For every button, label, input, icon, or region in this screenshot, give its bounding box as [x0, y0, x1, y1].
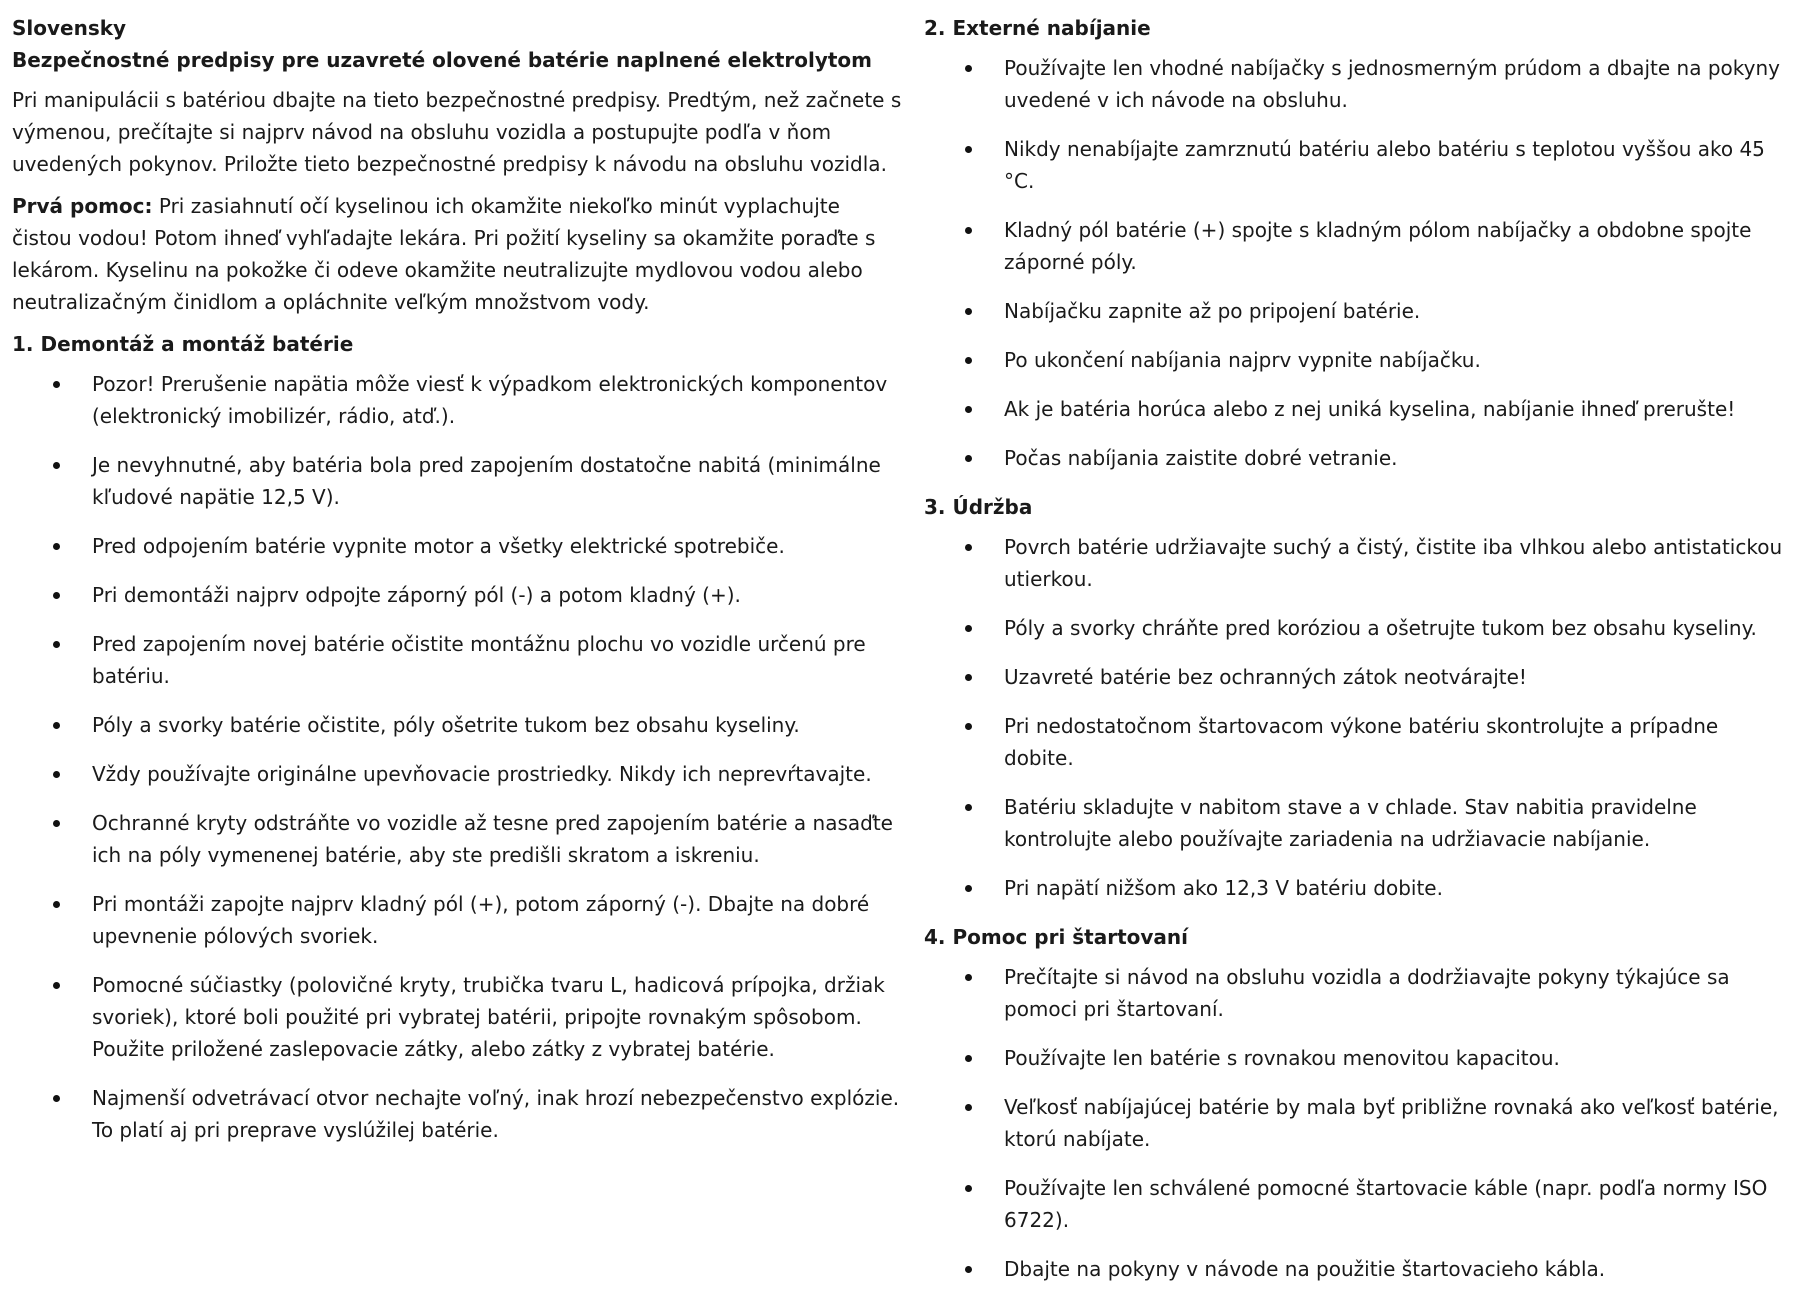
- bullet-icon: [53, 381, 60, 388]
- list-item: [12, 888, 902, 952]
- list-item-text: Pri montáži zapojte najprv kladný pól (+), potom záporný (-). Dbajte na dobré upevnenie pólových svoriek.: [92, 892, 870, 948]
- bullet-icon: [965, 1185, 972, 1192]
- list-item-text: Pred zapojením novej batérie očistite montážnu plochu vo vozidle určenú pre batériu.: [92, 632, 866, 688]
- first-aid-label: Prvá pomoc:: [12, 194, 153, 218]
- bullet-list: [924, 961, 1794, 1285]
- list-item-text: Po ukončení nabíjania najprv vypnite nabíjačku.: [1004, 348, 1481, 372]
- list-item-text: Používajte len vhodné nabíjačky s jednosmerným prúdom a dbajte na pokyny uvedené v ich návode na obsluhu.: [1004, 56, 1780, 112]
- bullet-icon: [53, 1095, 60, 1102]
- list-item-text: Používajte len batérie s rovnakou menovitou kapacitou.: [1004, 1046, 1560, 1070]
- list-item-text: Pri napätí nižšom ako 12,3 V batériu dobite.: [1004, 876, 1443, 900]
- section-removal-installation: [12, 328, 902, 1146]
- bullet-icon: [53, 462, 60, 469]
- list-item: [12, 530, 902, 562]
- list-item: [12, 807, 902, 871]
- bullet-icon: [965, 357, 972, 364]
- list-item: [924, 661, 1794, 693]
- list-item-text: Ochranné kryty odstráňte vo vozidle až tesne pred zapojením batérie a nasaďte ich na póly vymenenej batérie, aby ste predišli skratom a iskreniu.: [92, 811, 893, 867]
- section-maintenance: [924, 491, 1794, 904]
- section-heading: 2. Externé nabíjanie: [924, 16, 1151, 40]
- list-item: [924, 214, 1794, 278]
- list-item: [924, 791, 1794, 855]
- list-item-text: Veľkosť nabíjajúcej batérie by mala byť približne rovnaká ako veľkosť batérie, ktorú nabíjate.: [1004, 1095, 1779, 1151]
- bullet-icon: [53, 771, 60, 778]
- bullet-icon: [53, 901, 60, 908]
- right-column: [924, 12, 1794, 1302]
- list-item: [12, 579, 902, 611]
- list-item-text: Najmenší odvetrávací otvor nechajte voľný, inak hrozí nebezpečenstvo explózie. To platí aj pri preprave vyslúžilej batérie.: [92, 1086, 900, 1142]
- bullet-icon: [965, 544, 972, 551]
- bullet-icon: [965, 227, 972, 234]
- intro-paragraph: Pri manipulácii s batériou dbajte na tieto bezpečnostné predpisy. Predtým, než začnete s výmenou, prečítajte si najprv návod na obsluhu vozidla a postupujte podľa v ňom uvedených pokynov. Priložte tieto bezpečnostné predpisy k návodu na obsluhu vozidla.: [12, 88, 902, 176]
- list-item-text: Pri nedostatočnom štartovacom výkone batériu skontrolujte a prípadne dobite.: [1004, 714, 1719, 770]
- bullet-icon: [965, 804, 972, 811]
- bullet-icon: [965, 885, 972, 892]
- bullet-icon: [53, 982, 60, 989]
- list-item: [12, 758, 902, 790]
- bullet-icon: [965, 674, 972, 681]
- list-item: [12, 368, 902, 432]
- list-item: [12, 709, 902, 741]
- list-item-text: Pred odpojením batérie vypnite motor a všetky elektrické spotrebiče.: [92, 534, 785, 558]
- list-item-text: Pri demontáži najprv odpojte záporný pól (-) a potom kladný (+).: [92, 583, 741, 607]
- bullet-icon: [965, 1104, 972, 1111]
- bullet-icon: [965, 146, 972, 153]
- list-item: [924, 1172, 1794, 1236]
- bullet-icon: [53, 820, 60, 827]
- bullet-icon: [965, 406, 972, 413]
- list-item: [924, 393, 1794, 425]
- section-heading: 1. Demontáž a montáž batérie: [12, 332, 354, 356]
- list-item: [924, 344, 1794, 376]
- bullet-icon: [965, 308, 972, 315]
- bullet-icon: [965, 65, 972, 72]
- list-item-text: Pomocné súčiastky (polovičné kryty, trubička tvaru L, hadicová prípojka, držiak svoriek), ktoré boli použité pri vybratej batérii, pripojte rovnakým spôsobom. Použite priložené zaslepovacie zátky, alebo zátky z vybratej batérie.: [92, 973, 885, 1061]
- section-heading: 4. Pomoc pri štartovaní: [924, 925, 1189, 949]
- list-item-text: Vždy používajte originálne upevňovacie prostriedky. Nikdy ich neprevŕtavajte.: [92, 762, 872, 786]
- list-item-text: Počas nabíjania zaistite dobré vetranie.: [1004, 446, 1398, 470]
- list-item: [924, 961, 1794, 1025]
- list-item: [12, 628, 902, 692]
- section-heading: 3. Údržba: [924, 495, 1033, 519]
- list-item: [924, 133, 1794, 197]
- bullet-icon: [965, 723, 972, 730]
- list-item-text: Ak je batéria horúca alebo z nej uniká kyselina, nabíjanie ihneď prerušte!: [1004, 397, 1736, 421]
- section-external-charging: [924, 12, 1794, 474]
- list-item: [12, 449, 902, 513]
- list-item-text: Póly a svorky chráňte pred koróziou a ošetrujte tukom bez obsahu kyseliny.: [1004, 616, 1757, 640]
- bullet-list: [924, 52, 1794, 474]
- bullet-icon: [965, 1055, 972, 1062]
- bullet-icon: [965, 455, 972, 462]
- list-item-text: Batériu skladujte v nabitom stave a v chlade. Stav nabitia pravidelne kontrolujte alebo používajte zariadenia na udržiavacie nabíjanie.: [1004, 795, 1697, 851]
- first-aid-text: Pri zasiahnutí očí kyselinou ich okamžite niekoľko minút vyplachujte čistou vodou! Potom ihneď vyhľadajte lekára. Pri požití kyseliny sa okamžite poraďte s lekárom. Kyselinu na pokožke či odeve okamžite neutralizujte mydlovou vodou alebo neutralizačným činidlom a opláchnite veľkým množstvom vody.: [12, 194, 876, 314]
- bullet-icon: [965, 625, 972, 632]
- list-item-text: Póly a svorky batérie očistite, póly ošetrite tukom bez obsahu kyseliny.: [92, 713, 800, 737]
- list-item: [924, 710, 1794, 774]
- list-item-text: Nabíjačku zapnite až po pripojení batérie.: [1004, 299, 1421, 323]
- list-item-text: Prečítajte si návod na obsluhu vozidla a dodržiavajte pokyny týkajúce sa pomoci pri štartovaní.: [1004, 965, 1730, 1021]
- list-item-text: Dbajte na pokyny v návode na použitie štartovacieho kábla.: [1004, 1257, 1606, 1281]
- list-item-text: Pozor! Prerušenie napätia môže viesť k výpadkom elektronických komponentov (elektronický imobilizér, rádio, atď.).: [92, 372, 888, 428]
- bullet-list: [924, 531, 1794, 904]
- bullet-icon: [53, 543, 60, 550]
- language-label: Slovensky: [12, 16, 127, 40]
- list-item-text: Je nevyhnutné, aby batéria bola pred zapojením dostatočne nabitá (minimálne kľudové napätie 12,5 V).: [92, 453, 881, 509]
- first-aid-paragraph: [12, 190, 902, 318]
- bullet-icon: [965, 974, 972, 981]
- document-title: Bezpečnostné predpisy pre uzavreté olovené batérie naplnené elektrolytom: [12, 48, 873, 72]
- list-item: [924, 612, 1794, 644]
- list-item: [924, 52, 1794, 116]
- section-jump-start: [924, 921, 1794, 1285]
- bullet-icon: [965, 1266, 972, 1273]
- bullet-icon: [53, 592, 60, 599]
- bullet-icon: [53, 722, 60, 729]
- bullet-icon: [53, 641, 60, 648]
- bullet-list: [12, 368, 902, 1146]
- list-item: [12, 969, 902, 1065]
- list-item: [924, 531, 1794, 595]
- list-item: [924, 1253, 1794, 1285]
- list-item-text: Povrch batérie udržiavajte suchý a čistý, čistite iba vlhkou alebo antistatickou utierkou.: [1004, 535, 1783, 591]
- list-item-text: Uzavreté batérie bez ochranných zátok neotvárajte!: [1004, 665, 1527, 689]
- list-item-text: Používajte len schválené pomocné štartovacie káble (napr. podľa normy ISO 6722).: [1004, 1176, 1768, 1232]
- list-item-text: Nikdy nenabíjajte zamrznutú batériu alebo batériu s teplotou vyššou ako 45 °C.: [1004, 137, 1765, 193]
- list-item-text: Kladný pól batérie (+) spojte s kladným pólom nabíjačky a obdobne spojte záporné póly.: [1004, 218, 1752, 274]
- list-item: [924, 1091, 1794, 1155]
- left-column: [12, 12, 902, 1163]
- list-item: [924, 295, 1794, 327]
- list-item: [924, 872, 1794, 904]
- list-item: [12, 1082, 902, 1146]
- list-item: [924, 1042, 1794, 1074]
- list-item: [924, 442, 1794, 474]
